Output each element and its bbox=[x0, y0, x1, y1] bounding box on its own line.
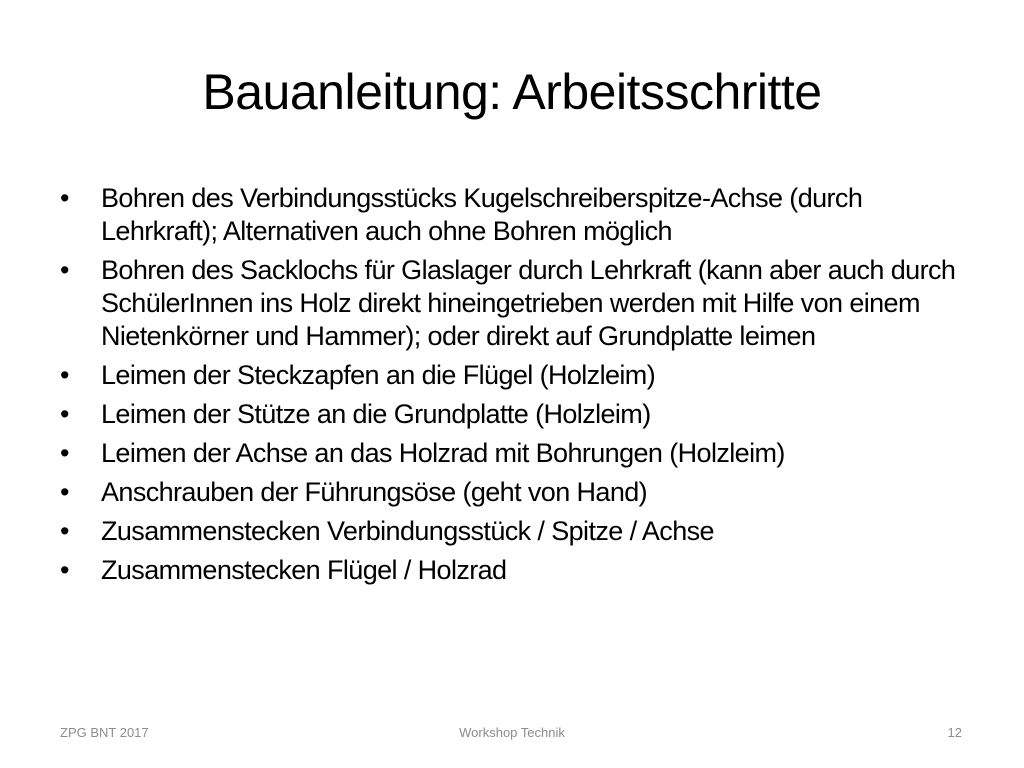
bullet-item bbox=[60, 554, 970, 587]
bullet-item bbox=[60, 359, 970, 392]
footer-left-text: ZPG BNT 2017 bbox=[60, 725, 149, 740]
bullet-marker-icon: • bbox=[60, 183, 69, 213]
footer-center-text: Workshop Technik bbox=[459, 725, 565, 740]
bullet-item bbox=[60, 398, 970, 431]
bullet-item bbox=[60, 476, 970, 509]
bullet-text: Anschrauben der Führungsöse (geht von Hand) bbox=[101, 477, 648, 507]
bullet-item bbox=[60, 182, 970, 248]
bullet-marker-icon: • bbox=[60, 555, 69, 585]
bullet-marker-icon: • bbox=[60, 399, 69, 429]
bullet-item bbox=[60, 437, 970, 470]
bullet-list bbox=[60, 182, 970, 593]
bullet-text: Zusammenstecken Flügel / Holzrad bbox=[101, 555, 507, 585]
page-number: 12 bbox=[947, 725, 962, 740]
bullet-text: Leimen der Stütze an die Grundplatte (Holzleim) bbox=[101, 399, 651, 429]
bullet-item bbox=[60, 515, 970, 548]
bullet-text: Zusammenstecken Verbindungsstück / Spitze / Achse bbox=[101, 516, 714, 546]
bullet-text: Leimen der Achse an das Holzrad mit Bohrungen (Holzleim) bbox=[101, 438, 785, 468]
bullet-text: Leimen der Steckzapfen an die Flügel (Holzleim) bbox=[101, 360, 656, 390]
bullet-marker-icon: • bbox=[60, 255, 69, 285]
bullet-marker-icon: • bbox=[60, 360, 69, 390]
bullet-marker-icon: • bbox=[60, 438, 69, 468]
slide-title: Bauanleitung: Arbeitsschritte bbox=[202, 64, 822, 120]
bullet-marker-icon: • bbox=[60, 477, 69, 507]
bullet-text: Bohren des Verbindungsstücks Kugelschreiberspitze-Achse (durch Lehrkraft); Alternativen auch ohne Bohren möglich bbox=[101, 183, 863, 246]
bullet-marker-icon: • bbox=[60, 516, 69, 546]
bullet-text: Bohren des Sacklochs für Glaslager durch Lehrkraft (kann aber auch durch SchülerInnen ins Holz direkt hineingetrieben werden mit Hilfe von einem Nietenkörner und Hammer); oder direkt auf Grundplatte leimen bbox=[101, 255, 956, 351]
bullet-item bbox=[60, 254, 970, 353]
